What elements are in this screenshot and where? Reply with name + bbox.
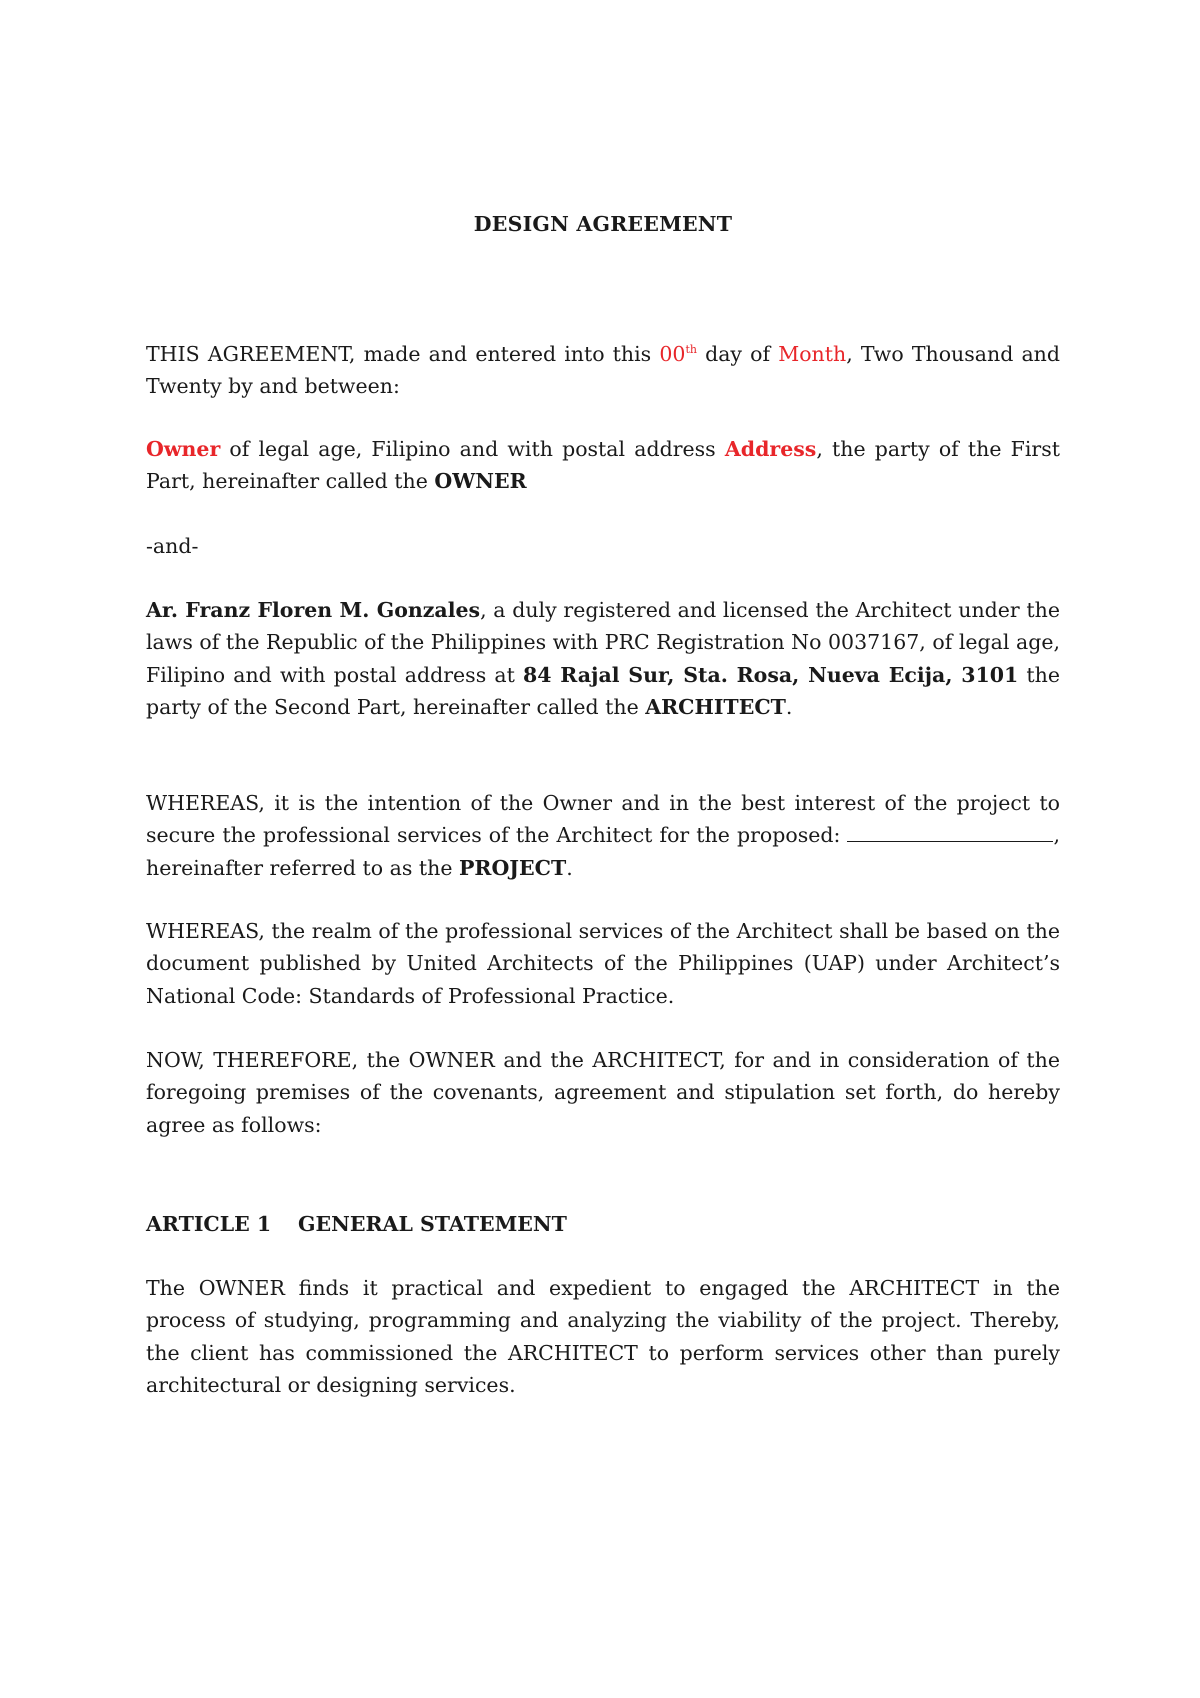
architect-paragraph (146, 594, 1060, 723)
day-suffix: th (685, 343, 697, 357)
whereas-paragraph-2: WHEREAS, the realm of the professional services of the Architect shall be based on the document published by United Architects of the Philippines (UAP) under Architect’s National Code: Standards of Professional Practice. (146, 919, 1060, 1008)
document-title: DESIGN AGREEMENT (473, 212, 733, 236)
and-separator: -and- (146, 534, 199, 558)
whereas-paragraph-1 (146, 787, 1060, 884)
architect-address: 84 Rajal Sur, Sta. Rosa, Nueva Ecija, 3101 (522, 662, 1019, 687)
owner-role: OWNER (434, 469, 527, 494)
intro-text-1: THIS AGREEMENT, made and entered into this (146, 342, 660, 366)
owner-text-1: of legal age, Filipino and with postal address (220, 437, 725, 461)
article-1-title: GENERAL STATEMENT (298, 1212, 567, 1236)
intro-text-3: , Two Thousand and Twenty by and between: (146, 342, 1060, 399)
whereas1-end: . (566, 855, 573, 880)
month-placeholder: Month (778, 342, 847, 366)
article-1-heading (146, 1208, 567, 1240)
architect-end: . (785, 694, 793, 719)
intro-text-2: day of (696, 342, 779, 366)
address-placeholder: Address (724, 437, 817, 461)
article-1-number: ARTICLE 1 (146, 1212, 272, 1236)
day-value: 00 (659, 342, 686, 366)
whereas1-text-2: , hereinafter referred to as the (146, 823, 1060, 880)
architect-text-1: , a duly registered and licensed the Architect under the laws of the Republic of the Philippines with PRC Registration No 0037167, of legal age, Filipino and with postal address at (146, 598, 1060, 687)
architect-text-2: the party of the Second Part, hereinafter called the (146, 662, 1060, 719)
whereas1-text-1: WHEREAS, it is the intention of the Owner and in the best interest of the project to secure the professional services of the Architect for the proposed: (146, 791, 1060, 848)
document-page (146, 0, 1060, 1698)
owner-text-2: , the party of the First Part, hereinafter called the (146, 437, 1060, 494)
owner-paragraph (146, 433, 1060, 498)
now-therefore-paragraph: NOW, THEREFORE, the OWNER and the ARCHITECT, for and in consideration of the foregoing premises of the covenants, agreement and stipulation set forth, do hereby agree as follows: (146, 1048, 1060, 1137)
architect-name: Ar. Franz Floren M. Gonzales (146, 598, 481, 622)
day-placeholder (659, 342, 697, 366)
article-1-body: The OWNER finds it practical and expedient to engaged the ARCHITECT in the process of studying, programming and analyzing the viability of the project. Thereby, the client has commissioned the ARCHITECT to perform services other than purely architectural or designing services. (146, 1276, 1060, 1397)
project-blank-line (847, 821, 1053, 842)
owner-placeholder: Owner (146, 437, 221, 461)
project-label: PROJECT (459, 855, 567, 880)
architect-role: ARCHITECT (645, 694, 786, 719)
intro-paragraph (146, 338, 1060, 403)
